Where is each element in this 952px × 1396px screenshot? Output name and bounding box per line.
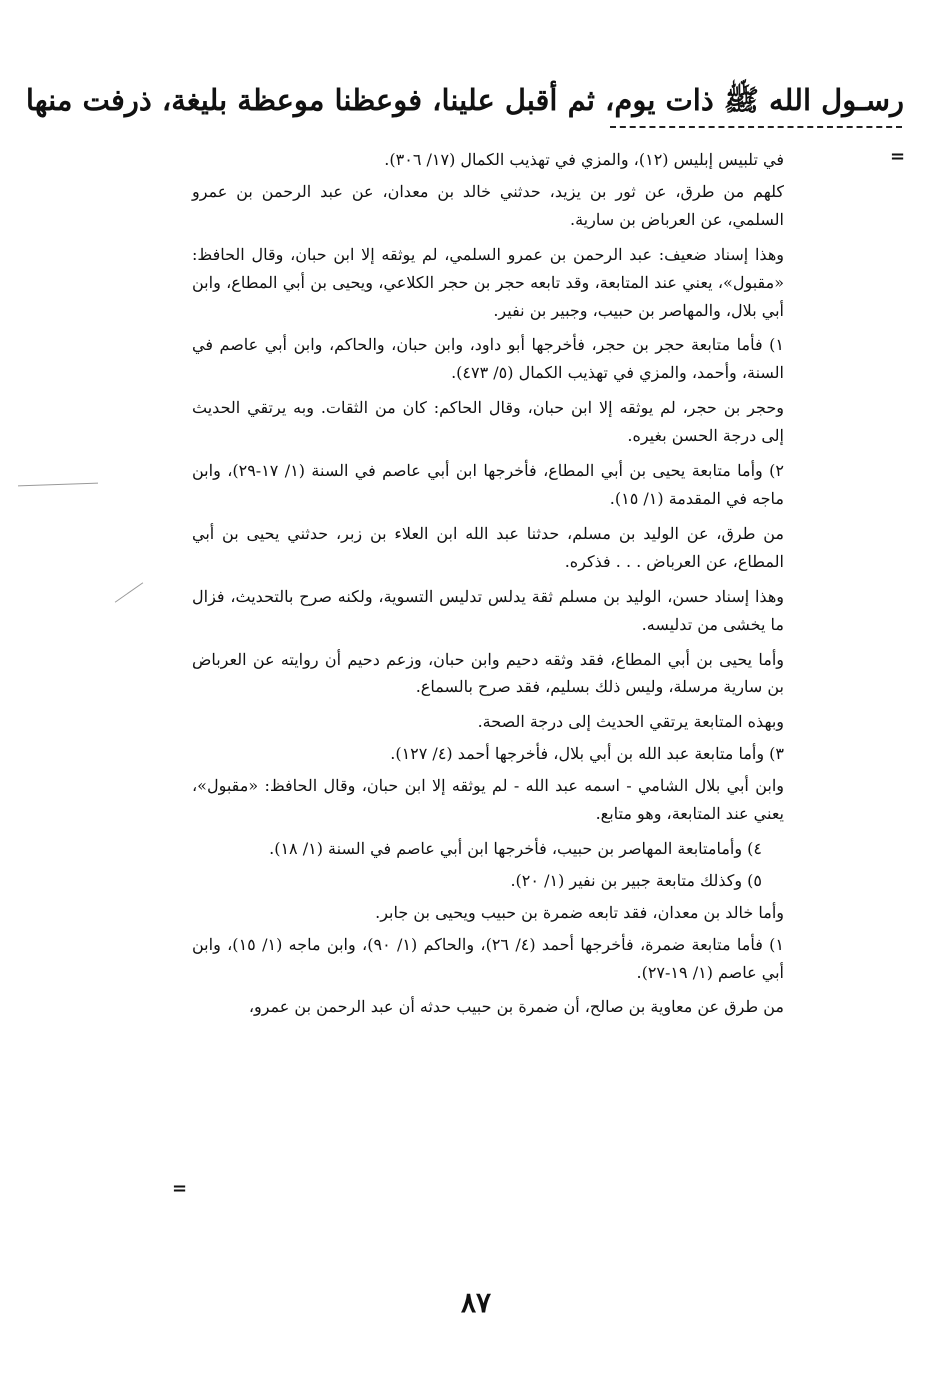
scan-mark: [115, 582, 143, 602]
paragraph: وهذا إسناد ضعيف: عبد الرحمن بن عمرو السلمي، لم يوثقه إلا ابن حبان، وقال الحافظ: «مقبول»، يعني عند المتابعة، وقد تابعه حجر بن حجر الكلاعي، ويحيى بن أبي المطاع، وابن أبي بلال، والمهاصر بن حبيب، وجبير بن نفير.: [192, 244, 784, 320]
running-header: رسـول الله ﷺ ذات يوم، ثم أقبل علينا، فوعظنا موعظة بليغة، ذرفت منها: [25, 83, 904, 117]
continuation-mark-end: =: [172, 1178, 188, 1199]
paragraph: وبهذه المتابعة يرتقي الحديث إلى درجة الصحة.: [477, 712, 784, 732]
paragraph: وهذا إسناد حسن، الوليد بن مسلم ثقة يدلس تدليس التسوية، ولكنه صرح بالتحديث، فزال ما يخشى من تدليسه.: [192, 586, 784, 634]
footnote-body: [192, 146, 784, 1028]
paragraph: ١) فأما متابعة حجر بن حجر، فأخرجها أبو داود، وابن حبان، والحاكم، وابن أبي عاصم في السنة، وأحمد، والمزي في تهذيب الكمال (٥/ ٤٧٣).: [192, 335, 784, 383]
paragraph: ٢) وأما متابعة يحيى بن أبي المطاع، فأخرجها ابن أبي عاصم في السنة (١/ ١٧-٢٩)، وابن ماجه في المقدمة (١/ ١٥).: [192, 461, 785, 508]
paragraph: وأما يحيى بن أبي المطاع، فقد وثقه دحيم وابن حبان، وزعم دحيم أن روايته عن العرباض بن سارية مرسلة، وليس ذلك بسليم، فقد صرح بالسماع.: [192, 649, 784, 697]
continuation-mark-start: =: [890, 146, 906, 167]
paragraph: ٣) وأما متابعة عبد الله بن أبي بلال، فأخرجها أحمد (٤/ ١٢٧).: [390, 744, 784, 764]
paragraph: كلهم من طرق، عن ثور بن يزيد، حدثني خالد بن معدان، عن عبد الرحمن بن عمرو السلمي، عن العرباض بن سارية.: [192, 181, 784, 229]
scan-mark: [18, 483, 98, 487]
footnote-separator: [610, 126, 902, 128]
paragraph: وحجر بن حجر، لم يوثقه إلا ابن حبان، وقال الحاكم: كان من الثقات. وبه يرتقي الحديث إلى درجة الحسن بغيره.: [192, 398, 785, 446]
paragraph: من طرق عن معاوية بن صالح، أن ضمرة بن حبيب حدثه أن عبد الرحمن بن عمرو،: [248, 997, 784, 1017]
paragraph: ١) فأما متابعة ضمرة، فأخرجها أحمد (٤/ ٢٦)، والحاكم (١/ ٩٠)، وابن ماجه (١/ ١٥)، وابن أبي عاصم (١/ ١٩-٢٧).: [192, 934, 785, 982]
paragraph: ٤) وأمامتابعة المهاصر بن حبيب، فأخرجها ابن أبي عاصم في السنة (١/ ١٨).: [269, 838, 762, 858]
paragraph: وابن أبي بلال الشامي - اسمه عبد الله - لم يوثقه إلا ابن حبان، وقال الحافظ: «مقبول»، يعني عند المتابعة، وهو متابع.: [192, 776, 784, 824]
paragraph: من طرق، عن الوليد بن مسلم، حدثنا عبد الله ابن العلاء بن زبر، حدثني يحيى بن أبي المطاع، عن العرباض . . . فذكره.: [192, 523, 784, 571]
paragraph: ٥) وكذلك متابعة جبير بن نفير (١/ ٢٠).: [510, 870, 762, 890]
paragraph: في تلبيس إبليس (١٢)، والمزي في تهذيب الكمال (١٧/ ٣٠٦).: [384, 150, 784, 169]
page-number: ٨٧: [460, 1286, 492, 1319]
paragraph: وأما خالد بن معدان، فقد تابعه ضمرة بن حبيب ويحيى بن جابر.: [375, 902, 784, 922]
